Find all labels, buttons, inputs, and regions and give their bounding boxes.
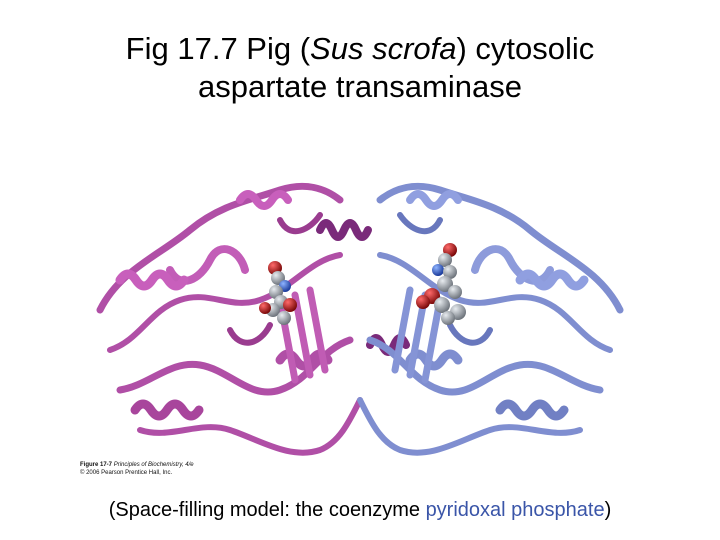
right-subunit xyxy=(360,186,620,452)
left-subunit xyxy=(100,186,406,452)
figure-label: Figure 17-7 xyxy=(80,462,113,468)
protein-structure-image xyxy=(80,160,640,480)
species-name: Sus scrofa xyxy=(310,31,457,66)
slide-title xyxy=(0,30,720,106)
coenzyme-name: pyridoxal phosphate xyxy=(425,499,605,521)
title-line-1: Fig 17.7 Pig (Sus scrofa) cytosolic xyxy=(125,31,595,66)
copyright-text: © 2006 Pearson Prentice Hall, Inc. xyxy=(80,470,173,476)
slide-caption: (Space-filling model: the coenzyme pyridoxal phosphate) xyxy=(108,499,612,521)
figure-credit xyxy=(80,461,194,477)
book-title: Principles of Biochemistry, 4/e xyxy=(113,462,194,468)
coenzyme-left xyxy=(259,261,297,325)
title-line-2: aspartate transaminase xyxy=(198,69,522,104)
